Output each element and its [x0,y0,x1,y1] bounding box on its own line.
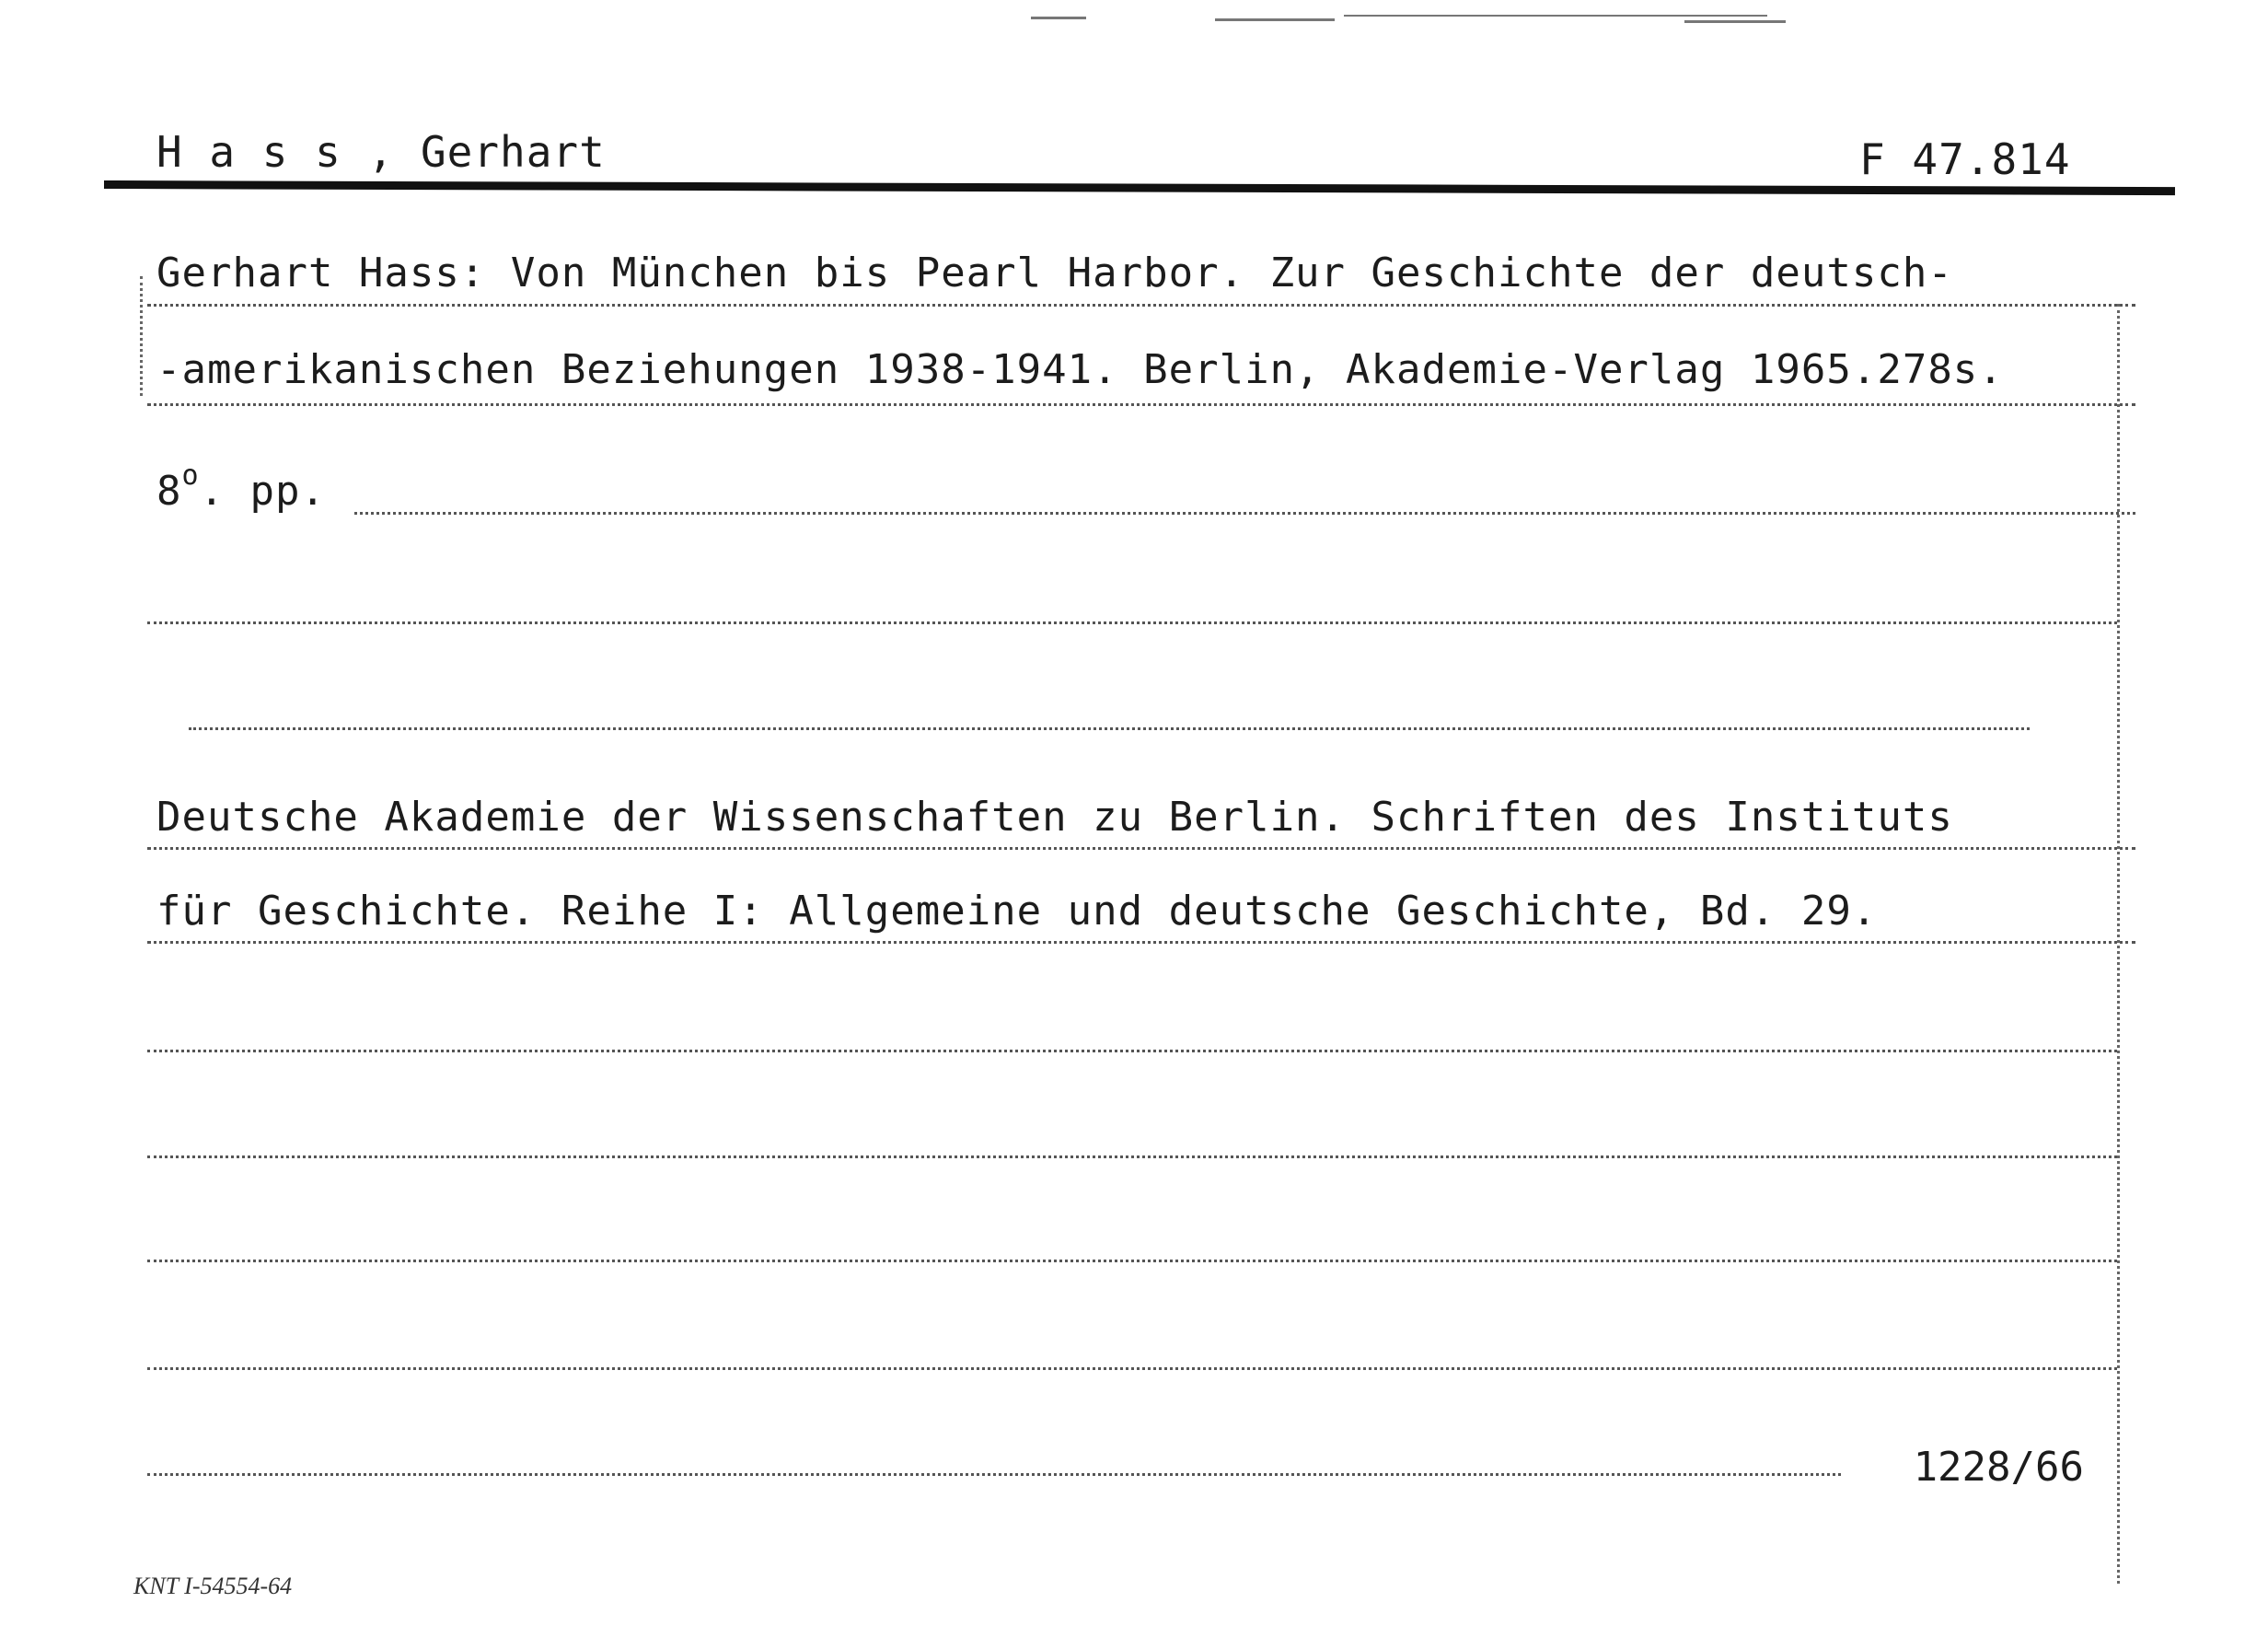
ruled-line [147,1155,2117,1158]
ruled-line [147,1473,1841,1476]
ruled-line [147,1050,2117,1052]
ruled-line [147,1367,2117,1370]
scan-mark [1215,18,1335,21]
accession-number: 1228/66 [1913,1444,2084,1491]
margin-rule [2117,304,2120,1584]
series-line-1: Deutsche Akademie der Wissenschaften zu Berlin. Schriften des Instituts [156,794,1953,841]
ruled-line [354,512,2135,515]
series-line-2: für Geschichte. Reihe I: Allgemeine und deutsche Geschichte, Bd. 29. [156,888,1878,935]
ruled-line [147,621,2117,624]
format-superscript: o [181,459,200,492]
scan-mark [1344,15,1767,17]
citation-line-3 [156,459,327,515]
printer-code: KNT I-54554-64 [133,1573,293,1599]
scan-mark [1684,20,1786,23]
format-suffix: . pp. [199,468,327,515]
format-number: 8 [156,468,182,515]
author-heading: H a s s , Gerhart [156,127,606,177]
citation-line-1: Gerhart Hass: Von München bis Pearl Harbor. Zur Geschichte der deutsch- [156,250,1953,296]
ruled-line [189,727,2030,730]
ruled-line [147,403,2135,406]
citation-line-2: -amerikanischen Beziehungen 1938-1941. Berlin, Akademie-Verlag 1965.278s. [156,346,2004,393]
margin-rule [140,276,143,396]
ruled-line [147,304,2135,307]
ruled-line [147,847,2135,850]
ruled-line [147,941,2135,944]
scan-mark [1031,17,1086,19]
call-number: F 47.814 [1859,134,2071,184]
ruled-line [147,1260,2117,1262]
